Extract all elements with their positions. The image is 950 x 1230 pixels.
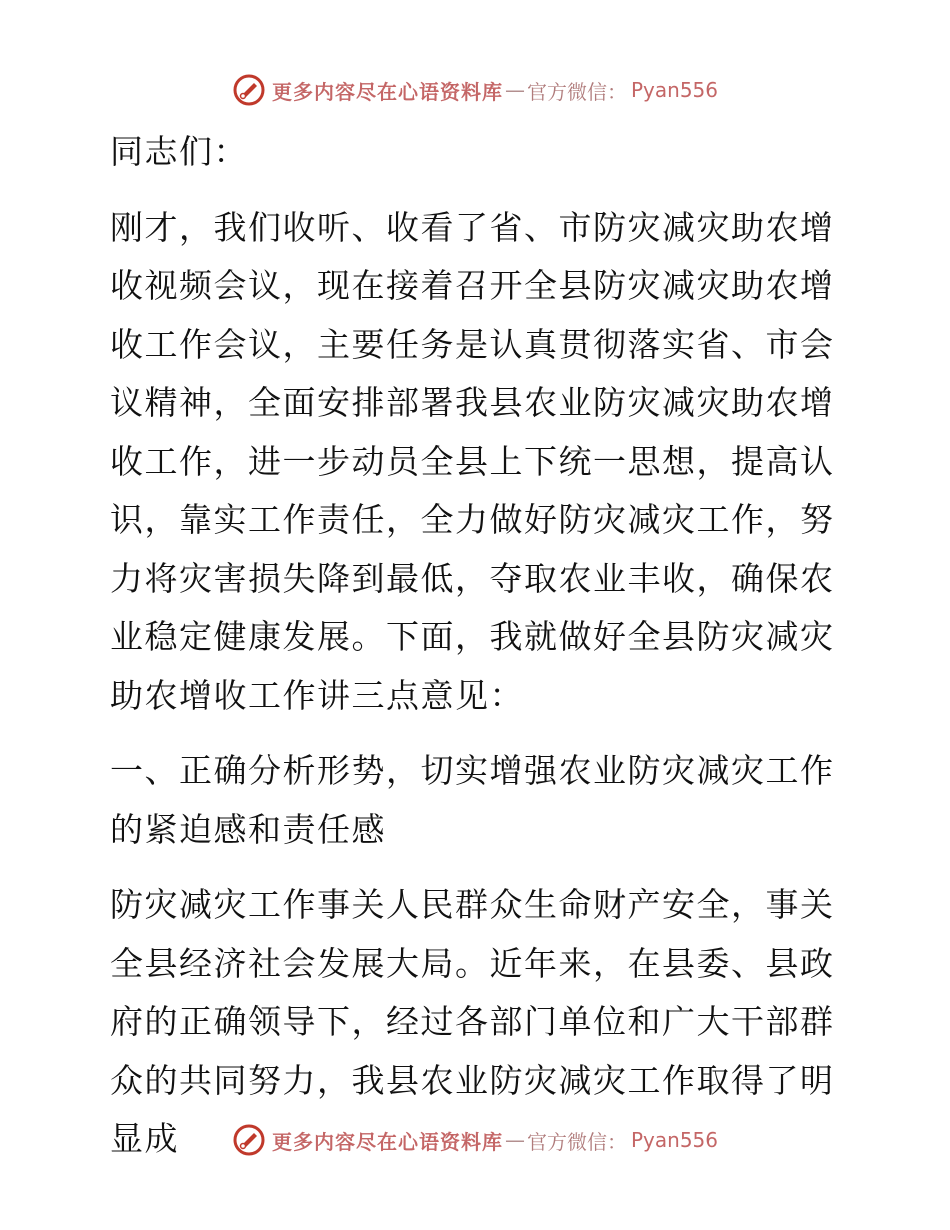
- watermark-dash: —: [504, 1128, 525, 1152]
- brand-logo-icon: [232, 73, 266, 107]
- watermark-sub-text: 官方微信：: [526, 79, 627, 104]
- watermark-sub-text: 官方微信：: [526, 1129, 627, 1154]
- salutation: 同志们：: [110, 132, 248, 171]
- footer-watermark: [0, 1120, 950, 1160]
- paragraph-section-1: 防灾减灾工作事关人民群众生命财产安全，事关全县经济社会发展大局。近年来，在县委、县政府的正确领导下，经过各部门单位和广大干部群众的共同努力，我县农业防灾减灾工作取得了明显成: [110, 885, 835, 1158]
- paragraph-intro: 刚才，我们收听、收看了省、市防灾减灾助农增收视频会议，现在接着召开全县防灾减灾助农增收工作会议，主要任务是认真贯彻落实省、市会议精神，全面安排部署我县农业防灾减灾助农增收工作，进一步动员全县上下统一思想，提高认识，靠实工作责任，全力做好防灾减灾工作，努力将灾害损失降到最低，夺取农业丰收，确保农业稳定健康发展。下面，我就做好全县防灾减灾助农增收工作讲三点意见：: [110, 207, 835, 715]
- watermark-wechat-id: Pyan556: [630, 1128, 718, 1152]
- document-body: [98, 123, 858, 1186]
- watermark-main-text: 更多内容尽在心语资料库: [271, 1129, 503, 1154]
- watermark-main-text: 更多内容尽在心语资料库: [271, 79, 503, 104]
- watermark-wechat-id: Pyan556: [630, 78, 718, 102]
- section-heading-1: 一、正确分析形势，切实增强农业防灾减灾工作的紧迫感和责任感: [110, 751, 835, 849]
- brand-logo-icon: [232, 1123, 266, 1157]
- watermark-dash: —: [504, 78, 525, 102]
- header-watermark: [0, 70, 950, 110]
